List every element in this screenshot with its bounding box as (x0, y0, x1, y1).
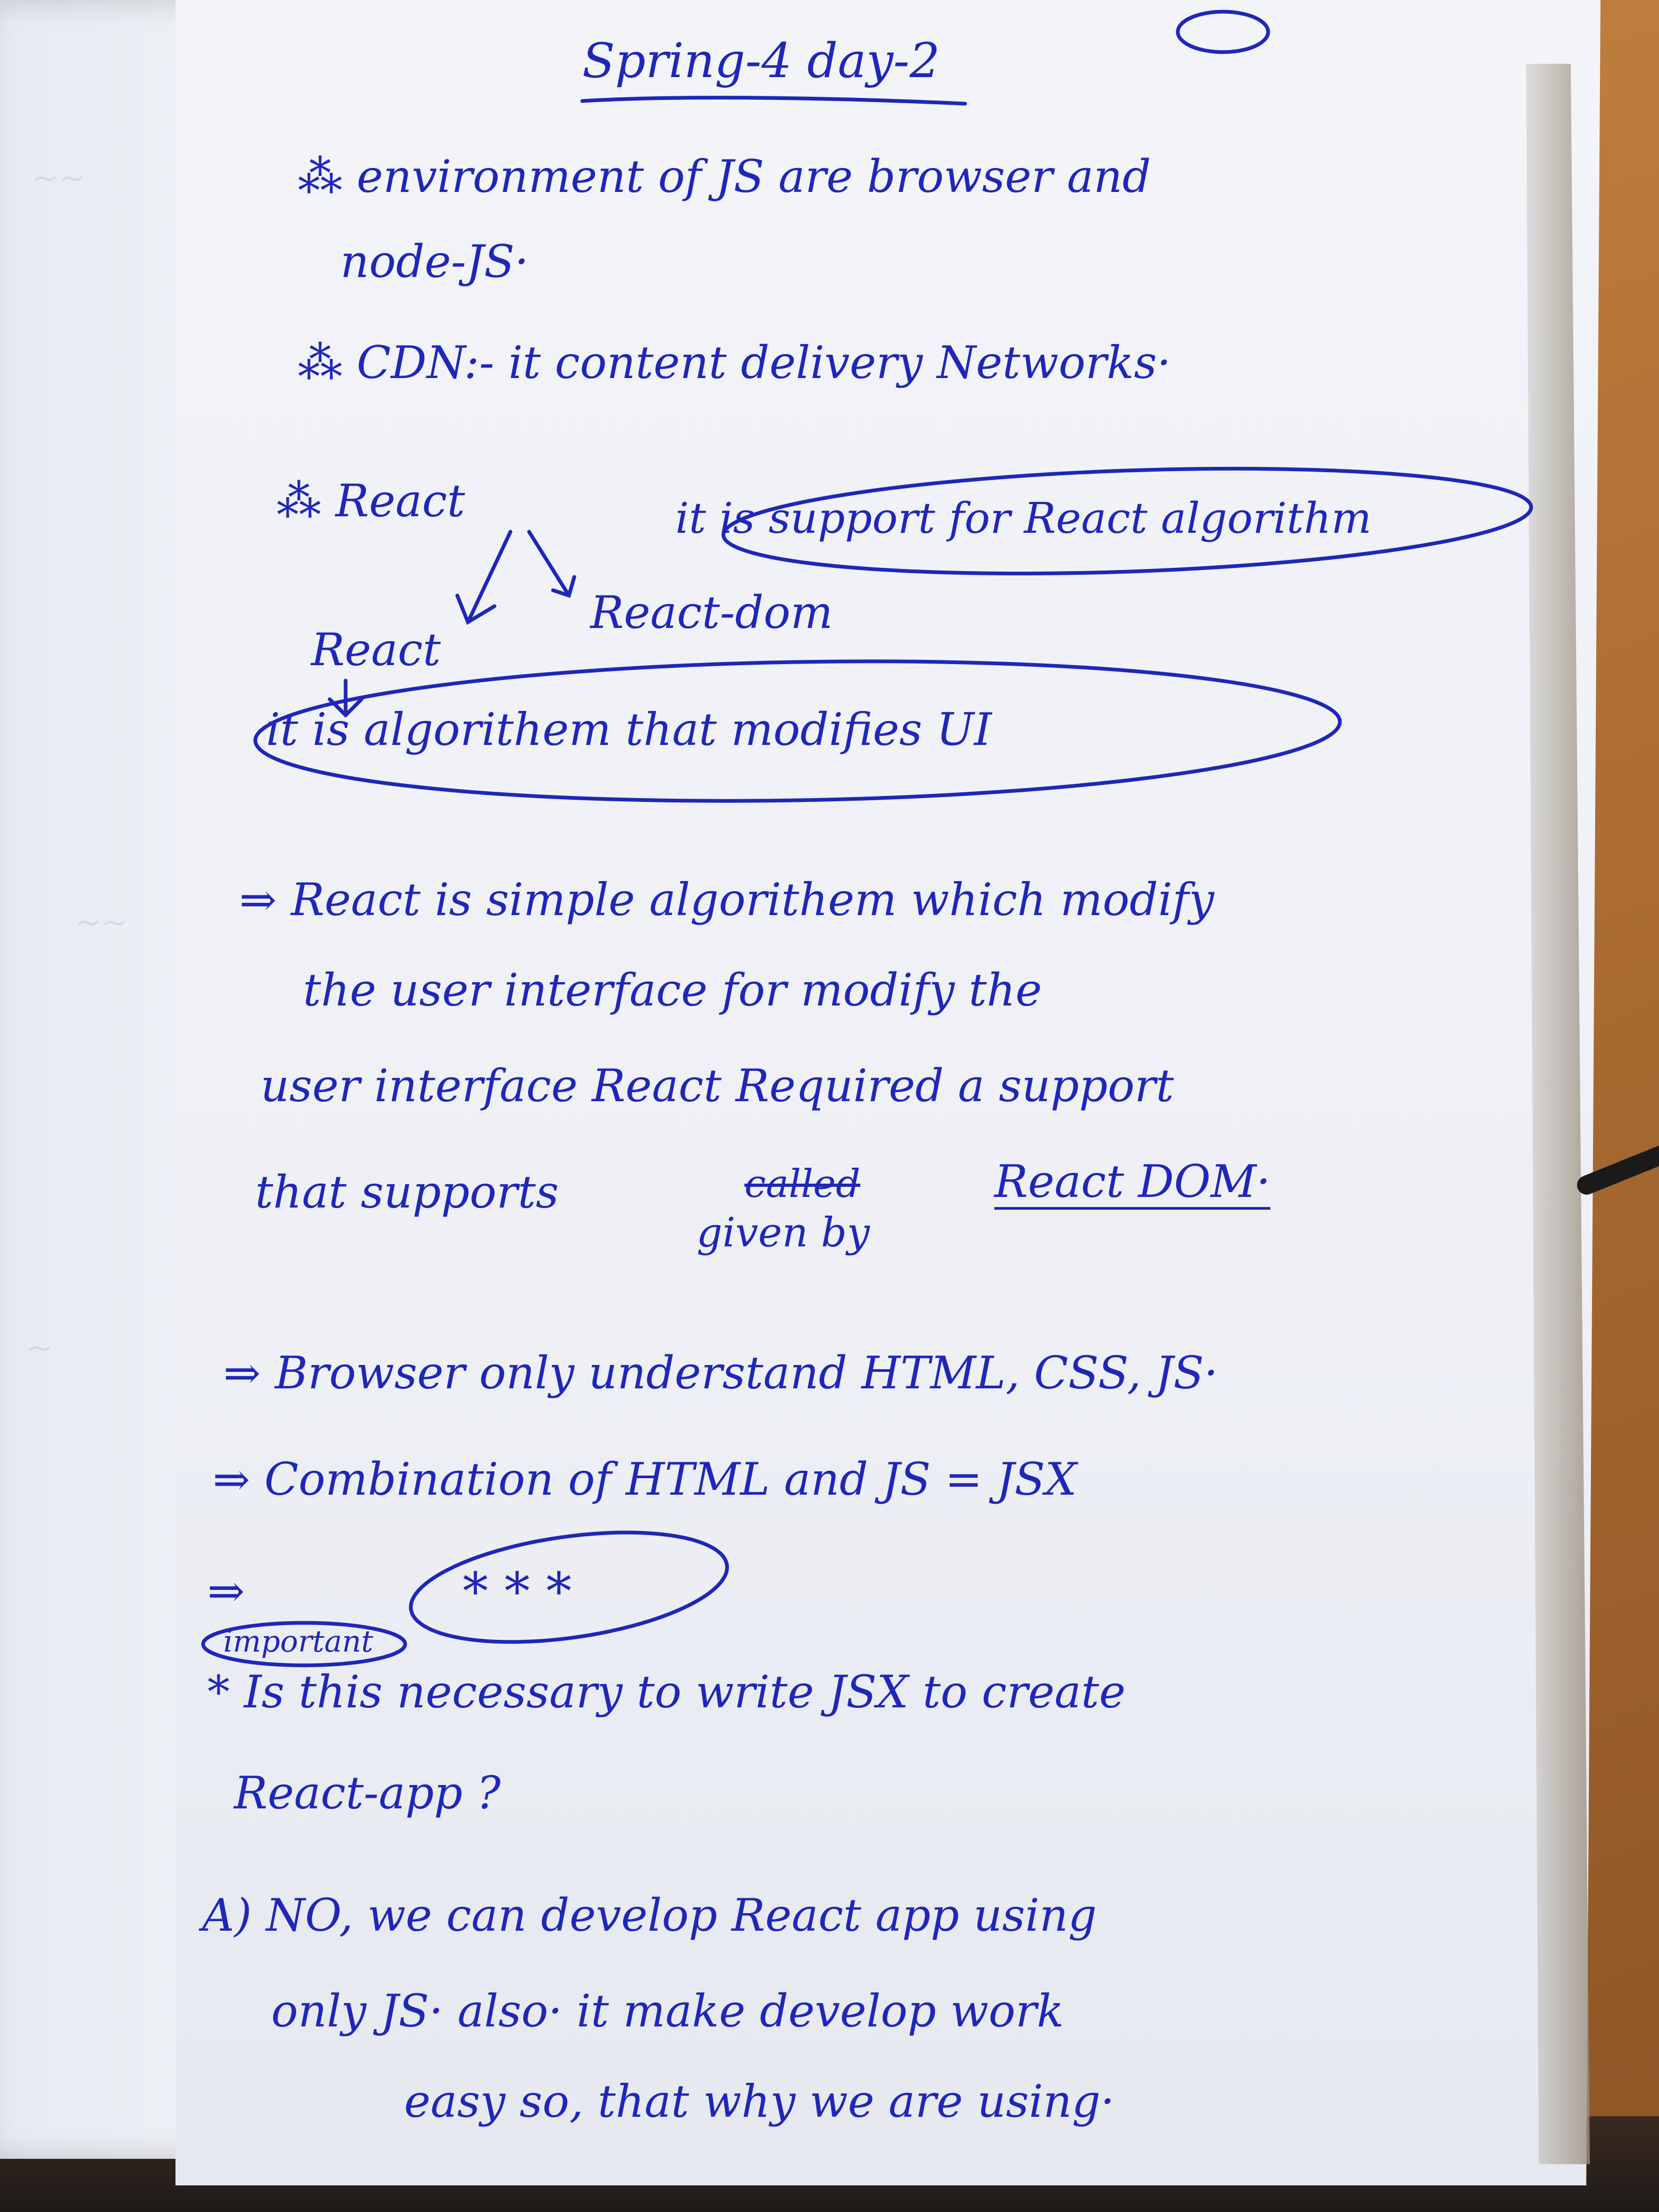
page-title: Spring-4 day-2 (582, 33, 940, 89)
struck-word: called (744, 1161, 861, 1206)
note-line: easy so, that why we are using· (404, 2075, 1115, 2127)
note-line: the user interface for modify the (303, 964, 1042, 1016)
note-line: it is support for React algorithm (675, 493, 1372, 543)
note-line: * Is this necessary to write JSX to create (207, 1666, 1126, 1718)
stars-mark: * * * (463, 1562, 572, 1621)
note-line: it is algorithem that modifies UI (266, 703, 992, 756)
note-line: ⇒ React is simple algorithem which modify (239, 874, 1214, 926)
bleed-through-ink: ~~ (74, 904, 128, 941)
note-line: React-app ? (234, 1767, 501, 1819)
note-line: ⇒ Combination of HTML and JS = JSX (213, 1453, 1077, 1505)
note-line: that supports (255, 1166, 559, 1218)
note-line: A) NO, we can develop React app using (202, 1889, 1097, 1941)
arrow-react-to-dom (529, 532, 574, 596)
note-line: ⁂ environment of JS are browser and (298, 150, 1151, 203)
note-line: React DOM· (994, 1159, 1270, 1210)
note-line: given by (697, 1209, 870, 1256)
arrow-symbol: ⇒ (207, 1565, 245, 1617)
note-line: React (311, 624, 441, 676)
note-line: ⁂ React (276, 475, 465, 527)
note-line: node-JS· (340, 236, 529, 288)
arrow-react-to-react (457, 532, 510, 622)
corner-scribble (1178, 12, 1268, 52)
note-line: ⁂ CDN:- it content delivery Networks· (298, 337, 1171, 389)
note-line: React-dom (590, 586, 833, 639)
bleed-through-ink: ~~ (32, 160, 86, 197)
note-line: only JS· also· it make develop work (271, 1985, 1064, 2037)
note-line: ⇒ Browser only understand HTML, CSS, JS· (223, 1347, 1218, 1399)
title-underline (582, 98, 965, 104)
important-label: important (223, 1624, 373, 1659)
bleed-through-ink: ~ (27, 1329, 54, 1367)
note-line: user interface React Required a support (261, 1060, 1174, 1112)
